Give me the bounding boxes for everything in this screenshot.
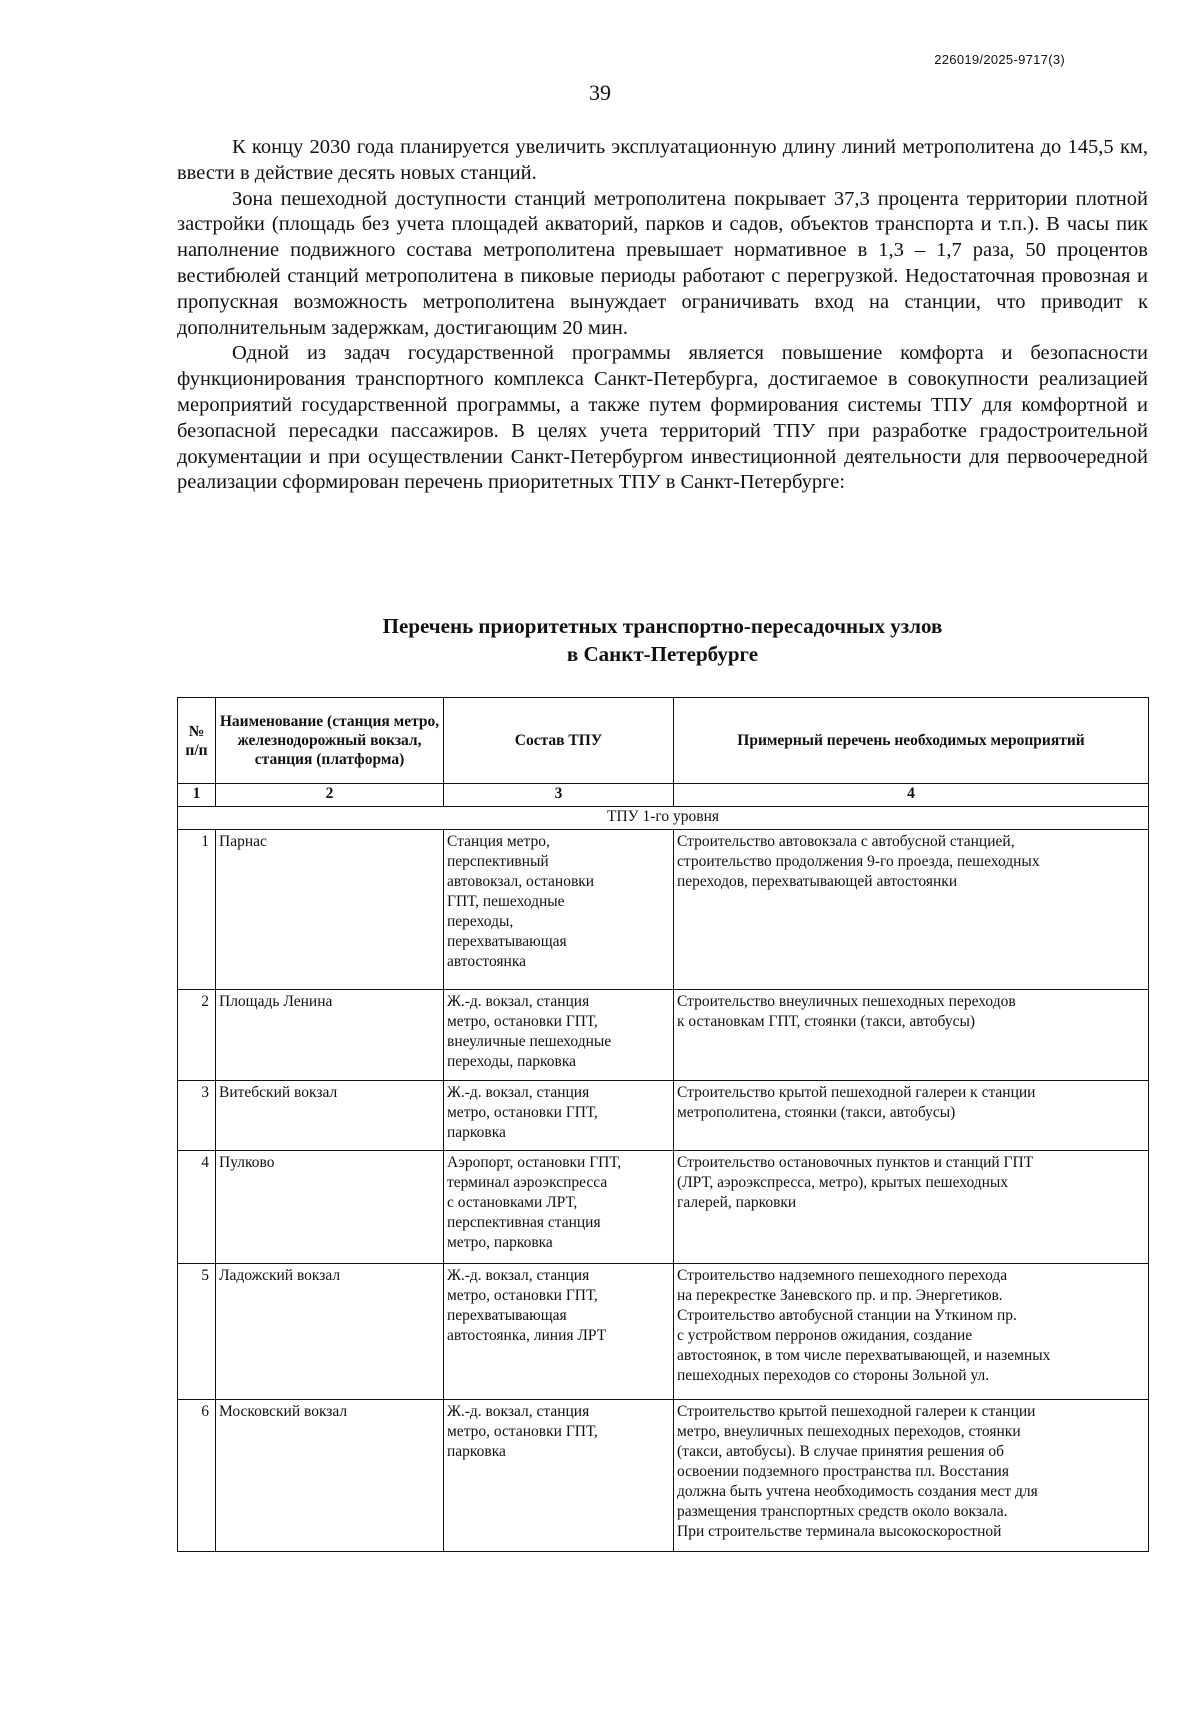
row-actions: Строительство надземного пешеходного перехода на перекрестке Заневского пр. и пр. Энергетиков. Строительство автобусной станции на Уткином пр. с устройством перронов ожидания, создание автостоянок, в том числе перехватывающей, и наземных пешеходных переходов со стороны Зольной ул. bbox=[674, 1264, 1149, 1400]
column-header-number: № п/п bbox=[178, 698, 216, 784]
paragraph: Одной из задач государственной программы является повышение комфорта и безопасности функционирования транспортного комплекса Санкт-Петербурга, достигаемое в совокупности реализацией мероприятий государственной программы, а также путем формирования системы ТПУ для комфортной и безопасной пересадки пассажиров. В целях учета территорий ТПУ при разработке градостроительной документации и при осуществлении Санкт-Петербургом инвестиционной деятельности для первоочередной реализации сформирован перечень приоритетных ТПУ в Санкт-Петербурге: bbox=[177, 342, 1148, 494]
row-actions: Строительство крытой пешеходной галереи к станции метрополитена, стоянки (такси, автобусы) bbox=[674, 1081, 1149, 1151]
row-composition: Станция метро, перспективный автовокзал, остановки ГПТ, пешеходные переходы, перехватывающая автостоянка bbox=[444, 830, 674, 990]
table-row bbox=[178, 830, 1149, 990]
row-name: Пулково bbox=[216, 1151, 444, 1264]
row-name: Ладожский вокзал bbox=[216, 1264, 444, 1400]
column-header-name: Наименование (станция метро, железнодорожный вокзал, станция (платформа) bbox=[216, 698, 444, 784]
row-name: Парнас bbox=[216, 830, 444, 990]
row-composition: Ж.-д. вокзал, станция метро, остановки ГПТ, парковка bbox=[444, 1400, 674, 1552]
table-title-line: Перечень приоритетных транспортно-пересадочных узлов bbox=[382, 614, 943, 638]
row-number: 4 bbox=[178, 1151, 216, 1264]
row-composition: Ж.-д. вокзал, станция метро, остановки ГПТ, перехватывающая автостоянка, линия ЛРТ bbox=[444, 1264, 674, 1400]
column-number: 4 bbox=[674, 784, 1149, 807]
row-number: 6 bbox=[178, 1400, 216, 1552]
row-composition: Ж.-д. вокзал, станция метро, остановки ГПТ, внеуличные пешеходные переходы, парковка bbox=[444, 990, 674, 1081]
page-number: 39 bbox=[589, 80, 611, 105]
column-number: 1 bbox=[178, 784, 216, 807]
table-row bbox=[178, 1400, 1149, 1552]
table-row bbox=[178, 1151, 1149, 1264]
column-number: 3 bbox=[444, 784, 674, 807]
table-row bbox=[178, 1081, 1149, 1151]
group-label: ТПУ 1-го уровня bbox=[178, 807, 1149, 830]
column-number: 2 bbox=[216, 784, 444, 807]
row-number: 2 bbox=[178, 990, 216, 1081]
table-row bbox=[178, 990, 1149, 1081]
row-actions: Строительство внеуличных пешеходных переходов к остановкам ГПТ, стоянки (такси, автобусы) bbox=[674, 990, 1149, 1081]
group-row bbox=[178, 807, 1149, 830]
row-number: 5 bbox=[178, 1264, 216, 1400]
row-composition: Ж.-д. вокзал, станция метро, остановки ГПТ, парковка bbox=[444, 1081, 674, 1151]
table-title bbox=[177, 612, 1148, 668]
table-header-row bbox=[178, 698, 1149, 784]
column-number-row bbox=[178, 784, 1149, 807]
row-name: Площадь Ленина bbox=[216, 990, 444, 1081]
column-header-actions: Примерный перечень необходимых мероприятий bbox=[674, 698, 1149, 784]
paragraph: К концу 2030 года планируется увеличить эксплуатационную длину линий метрополитена до 145,5 км, ввести в действие десять новых станций. bbox=[177, 136, 1148, 184]
row-actions: Строительство крытой пешеходной галереи к станции метро, внеуличных пешеходных переходов, стоянки (такси, автобусы). В случае принятия решения об освоении подземного пространства пл. Восстания должна быть учтена необходимость создания мест для размещения транспортных средств около вокзала. При строительстве терминала высокоскоростной bbox=[674, 1400, 1149, 1552]
row-composition: Аэропорт, остановки ГПТ, терминал аэроэкспресса с остановками ЛРТ, перспективная станция метро, парковка bbox=[444, 1151, 674, 1264]
row-actions: Строительство остановочных пунктов и станций ГПТ (ЛРТ, аэроэкспресса, метро), крытых пешеходных галерей, парковки bbox=[674, 1151, 1149, 1264]
tpu-table bbox=[177, 697, 1149, 1552]
paragraph: Зона пешеходной доступности станций метрополитена покрывает 37,3 процента территории плотной застройки (площадь без учета площадей акваторий, парков и садов, объектов транспорта и т.п.). В часы пик наполнение подвижного состава метрополитена превышает нормативное в 1,3 – 1,7 раза, 50 процентов вестибюлей станций метрополитена в пиковые периоды работают с перегрузкой. Недостаточная провозная и пропускная возможность метрополитена вынуждает ограничивать вход на станции, что приводит к дополнительным задержкам, достигающим 20 мин. bbox=[177, 187, 1148, 339]
column-header-composition: Состав ТПУ bbox=[444, 698, 674, 784]
body-text bbox=[177, 135, 1148, 496]
table-title-line: в Санкт-Петербурге bbox=[566, 642, 759, 666]
row-number: 3 bbox=[178, 1081, 216, 1151]
document-registration-number: 226019/2025-9717(3) bbox=[934, 52, 1065, 67]
row-actions: Строительство автовокзала с автобусной станцией, строительство продолжения 9-го проезда, пешеходных переходов, перехватывающей автостоянки bbox=[674, 830, 1149, 990]
row-name: Витебский вокзал bbox=[216, 1081, 444, 1151]
table-row bbox=[178, 1264, 1149, 1400]
row-number: 1 bbox=[178, 830, 216, 990]
row-name: Московский вокзал bbox=[216, 1400, 444, 1552]
